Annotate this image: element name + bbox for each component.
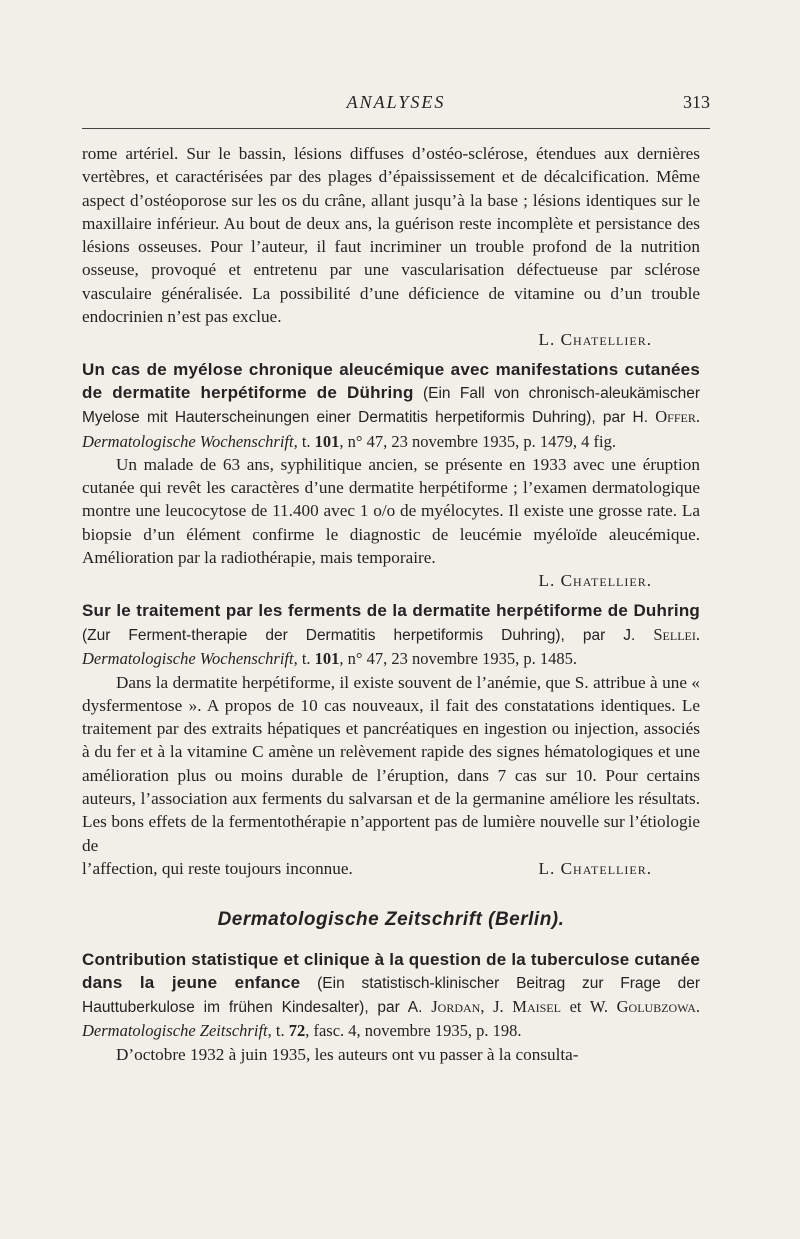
article-reference (82, 625, 700, 668)
article-title: Contribution statistique et clinique à la question de la tuberculose cutanée dans la jeune enfance (82, 949, 700, 992)
reference-journal: Dermatologische Wochenschrift (82, 431, 294, 451)
continuation-signature: L. Chatellier. (538, 330, 652, 350)
reference-journal: Dermatologische Zeitschrift (82, 1021, 268, 1041)
section-heading: Dermatologische Zeitschrift (Berlin). (217, 909, 565, 931)
reference-volume-prefix: , t. (267, 1021, 289, 1041)
header-rule (82, 128, 710, 129)
article-body: Dans la dermatite herpétiforme, il existe souvent de l’anémie, que S. attribue à une « dysfermentose ». A propos de 10 cas nouveaux, il fait des constatations identiques. Le traitement par des extraits hépatiques et pancréatiques en ingestion ou injection, associés à du fer et à la vitamine C amène un relèvement rapide des signes hématologiques et une amélioration plus ou moins durable de l’éruption, dans 7 cas sur 10. Pour certains auteurs, l’association aux ferments du salvarsan et de la germanine améliore les résultats. Les bons effets de la fermentothérapie n’apportent pas de lumière nouvelle sur l’étiologie de (82, 672, 700, 855)
article-title: Sur le traitement par les ferments de la dermatite herpétiforme de Duhring (82, 600, 700, 620)
reference-separator: , J. (480, 997, 513, 1017)
reference-details: , fasc. 4, novembre 1935, p. 198. (305, 1021, 522, 1041)
article-last-line (82, 857, 700, 880)
reference-author: Maisel (512, 997, 561, 1017)
reference-volume: 101 (314, 649, 340, 669)
reference-volume-prefix: , t. (293, 649, 315, 669)
reference-separator: . (695, 624, 700, 644)
page-content (82, 142, 700, 1066)
article-body-last-line: l’affection, qui reste toujours inconnue. (82, 858, 353, 878)
page-number: 313 (683, 92, 710, 112)
article-body: D’octobre 1932 à juin 1935, les auteurs ont vu passer à la consulta- (116, 1044, 579, 1064)
reference-separator: . (695, 997, 701, 1017)
article-ferments (82, 599, 700, 881)
article-tuberculose (82, 948, 700, 1066)
reference-german-title: (Zur Ferment-therapie der Dermatitis herpetiformis Duhring), par J. (82, 626, 654, 644)
reference-details: , n° 47, 23 novembre 1935, p. 1479, 4 fig. (339, 431, 616, 451)
reference-author: Golubzowa (616, 997, 696, 1017)
continuation-paragraph: rome artériel. Sur le bassin, lésions diffuses d’ostéo-sclérose, étendues aux dernières vertèbres, et caractérisées par des plages d’épaississement et de décalcification. Même aspect d’ostéoporose sur les os du crâne, allant jusqu’à la base ; lésions identiques sur le maxillaire inférieur. Au bout de deux ans, la guérison reste incomplète et persistance des lésions osseuses. Pour l’auteur, il faut incriminer un trouble profond de la nutrition osseuse, provoqué et entretenu par une vascularisation défectueuse par sclérose vasculaire généralisée. La possibilité d’une déficience de vitamine ou d’un trouble endocrinien n’est pas exclue. (82, 144, 700, 327)
reference-volume: 101 (314, 431, 340, 451)
reference-separator: et W. (560, 997, 617, 1017)
article-body: Un malade de 63 ans, syphilitique ancien, se présente en 1933 avec une éruption cutanée qui revêt les caractères d’une dermatite herpétiforme ; l’examen dermatologique montre une leucocytose de 11.400 avec 1 o/o de myélocytes. Il existe une grosse rate. La biopsie d’un élément confirme le diagnostic de leucémie myéloïde aleucémique. Amélioration par la radiothérapie, mais temporaire. (82, 454, 700, 568)
reference-author: Sellei (653, 624, 696, 644)
page-header (82, 92, 710, 120)
reference-journal: Dermatologische Wochenschrift (82, 649, 294, 669)
article-tuberculose-heading (82, 948, 700, 1043)
article-title: Un cas de myélose chronique aleucémique avec manifestations cutanées de dermatite herpétiforme de Dühring (82, 359, 700, 402)
article-myelose-heading (82, 358, 700, 453)
reference-volume-prefix: , t. (293, 431, 315, 451)
reference-author: Offer (655, 407, 696, 427)
reference-details: , n° 47, 23 novembre 1935, p. 1485. (339, 649, 577, 669)
reference-separator: . (695, 407, 700, 427)
reference-german-title: (Ein Fall von chronisch-aleukämischer Myelose mit Hauterscheinungen einer Dermatitis herpetiformis Duhring), par H. (82, 384, 701, 427)
reference-german-title: (Ein statistisch-klinischer Beitrag zur Frage der Hauttuberkulose im frühen Kindesalter), par A. (82, 974, 700, 1017)
running-head: ANALYSES (346, 92, 446, 112)
article-ferments-heading (82, 599, 700, 671)
reference-volume: 72 (288, 1021, 306, 1041)
article-myelose (82, 358, 700, 593)
article-signature: L. Chatellier. (538, 571, 652, 591)
reference-author: Jordan (431, 997, 481, 1017)
article-signature: L. Chatellier. (538, 858, 652, 878)
